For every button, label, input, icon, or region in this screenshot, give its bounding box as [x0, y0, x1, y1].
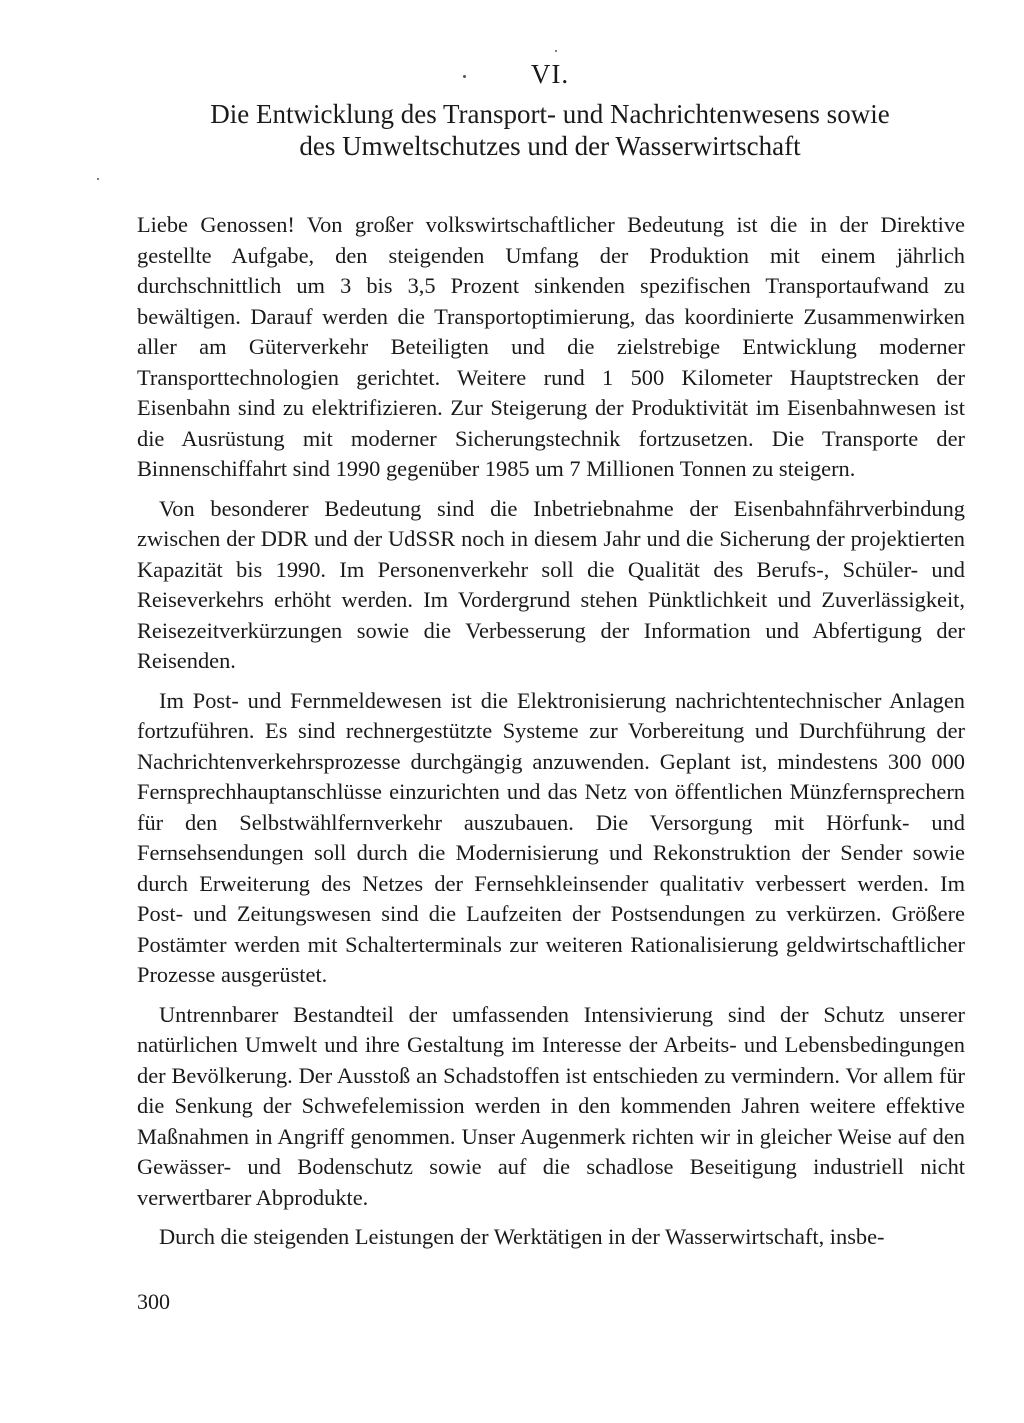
scan-speck: [97, 178, 99, 180]
chapter-title-line-1: Die Entwicklung des Transport- und Nachrichtenwesens sowie: [210, 99, 890, 129]
paragraph-2: Von besonderer Bedeutung sind die Inbetriebnahme der Eisenbahnfährverbindung zwischen der DDR und der UdSSR noch in diesem Jahr und die Sicherung der projektierten Kapazität bis 1990. Im Personenverkehr soll die Qualität des Berufs-, Schüler- und Reiseverkehrs erhöht werden. Im Vordergrund stehen Pünktlichkeit und Zuverlässigkeit, Reisezeitverkürzungen sowie die Verbesserung der Information und Abfertigung der Reisenden.: [137, 495, 965, 673]
scan-speck: [555, 50, 557, 52]
scan-speck: [463, 75, 466, 78]
paragraph-1: Liebe Genossen! Von großer volkswirtschaftlicher Bedeutung ist die in der Direktive gestellte Aufgabe, den steigenden Umfang der Produktion mit einem jährlich durchschnittlich um 3 bis 3,5 Prozent sinkenden spezifischen Transportaufwand zu bewältigen. Darauf werden die Transportoptimierung, das koordinierte Zusammenwirken aller am Güterverkehr Beteiligten und die zielstrebige Entwicklung moderner Transporttechnologien gerichtet. Weitere rund 1 500 Kilometer Hauptstrecken der Eisenbahn sind zu elektrifizieren. Zur Steigerung der Produktivität im Eisenbahnwesen ist die Ausrüstung mit moderner Sicherungstechnik fortzusetzen. Die Transporte der Binnenschiffahrt sind 1990 gegenüber 1985 um 7 Millionen Tonnen zu steigern.: [137, 212, 965, 481]
paragraph-3: Im Post- und Fernmeldewesen ist die Elektronisierung nachrichtentechnischer Anlagen fortzuführen. Es sind rechnergestützte Systeme zur Vorbereitung und Durchführung der Nachrichtenverkehrsprozesse durchgängig anzuwenden. Geplant ist, mindestens 300 000 Fernsprechhauptanschlüsse einzurichten und das Netz von öffentlichen Münzfernsprechern für den Selbstwählfernverkehr auszubauen. Die Versorgung mit Hörfunk- und Fernsehsendungen soll durch die Modernisierung und Rekonstruktion der Sender sowie durch Erweiterung des Netzes der Fernsehkleinsender qualitativ verbessert werden. Im Post- und Zeitungswesen sind die Laufzeiten der Postsendungen zu verkürzen. Größere Postämter werden mit Schalterterminals zur weiteren Rationalisierung geldwirtschaftlicher Prozesse ausgerüstet.: [137, 687, 965, 987]
chapter-number: VI.: [530, 59, 570, 89]
chapter-title: [180, 98, 920, 162]
paragraph-4: Untrennbarer Bestandteil der umfassenden Intensivierung sind der Schutz unserer natürlichen Umwelt und ihre Gestaltung im Interesse der Arbeits- und Lebensbedingungen der Bevölkerung. Der Ausstoß an Schadstoffen ist entschieden zu vermindern. Vor allem für die Senkung der Schwefelemission werden in den kommenden Jahren weitere effektive Maßnahmen in Angriff genommen. Unser Augenmerk richten wir in gleicher Weise auf den Gewässer- und Bodenschutz sowie auf die schadlose Beseitigung industriell nicht verwertbarer Abprodukte.: [137, 1001, 965, 1210]
body-text: [137, 210, 965, 1262]
page-number: 300: [137, 1289, 170, 1314]
chapter-title-line-2: des Umweltschutzes und der Wasserwirtschaft: [299, 131, 801, 161]
paragraph-5: Durch die steigenden Leistungen der Werktätigen in der Wasserwirtschaft, insbe-: [159, 1224, 885, 1249]
